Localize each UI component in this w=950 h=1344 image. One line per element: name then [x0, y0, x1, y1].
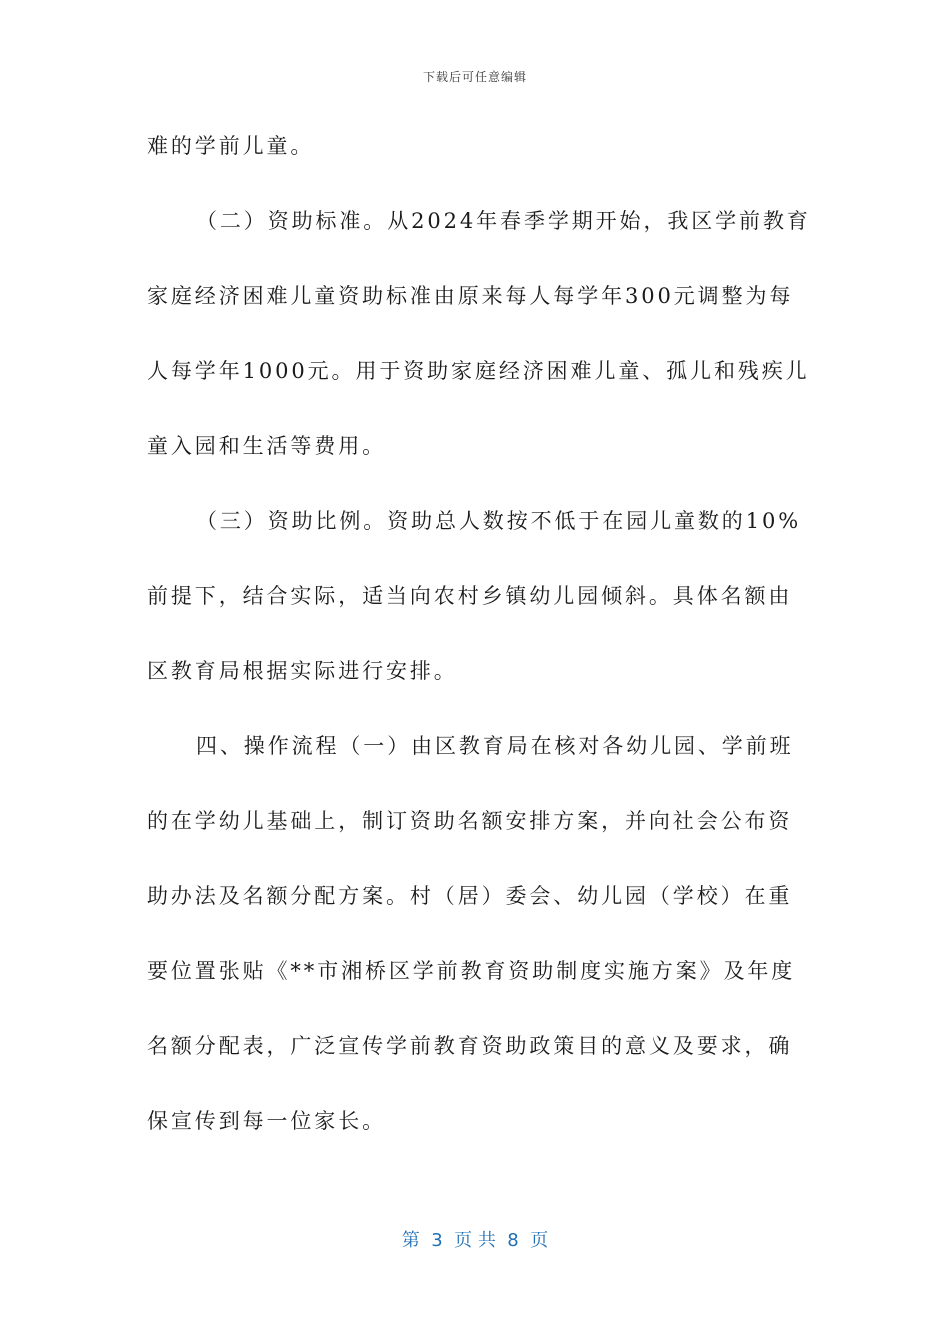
header-note: 下载后可任意编辑 — [422, 70, 527, 84]
text-line: 要位置张贴《**市湘桥区学前教育资助制度实施方案》及年度 — [147, 959, 796, 983]
text-line: （二）资助标准。从2024年春季学期开始，我区学前教育 — [196, 209, 811, 233]
text-line: 四、操作流程（一）由区教育局在核对各幼儿园、学前班 — [196, 734, 794, 758]
text-line: 名额分配表，广泛宣传学前教育资助政策目的意义及要求，确 — [147, 1034, 793, 1058]
text-line: 区教育局根据实际进行安排。 — [147, 659, 458, 683]
text-line: 人每学年1000元。用于资助家庭经济困难儿童、孤儿和残疾儿 — [147, 359, 810, 383]
text-line: 前提下，结合实际，适当向农村乡镇幼儿园倾斜。具体名额由 — [147, 584, 793, 608]
text-line: 童入园和生活等费用。 — [147, 434, 386, 458]
text-line: 的在学幼儿基础上，制订资助名额安排方案，并向社会公布资 — [147, 809, 793, 833]
text-line: 保宣传到每一位家长。 — [147, 1109, 386, 1133]
page-number: 第 3 页 共 8 页 — [401, 1230, 549, 1251]
text-line: （三）资助比例。资助总人数按不低于在园儿童数的10% — [196, 509, 802, 533]
document-body — [147, 124, 811, 1174]
text-line: 难的学前儿童。 — [147, 134, 315, 158]
text-line: 家庭经济困难儿童资助标准由原来每人每学年300元调整为每 — [147, 284, 794, 308]
text-line: 助办法及名额分配方案。村（居）委会、幼儿园（学校）在重 — [147, 884, 793, 908]
